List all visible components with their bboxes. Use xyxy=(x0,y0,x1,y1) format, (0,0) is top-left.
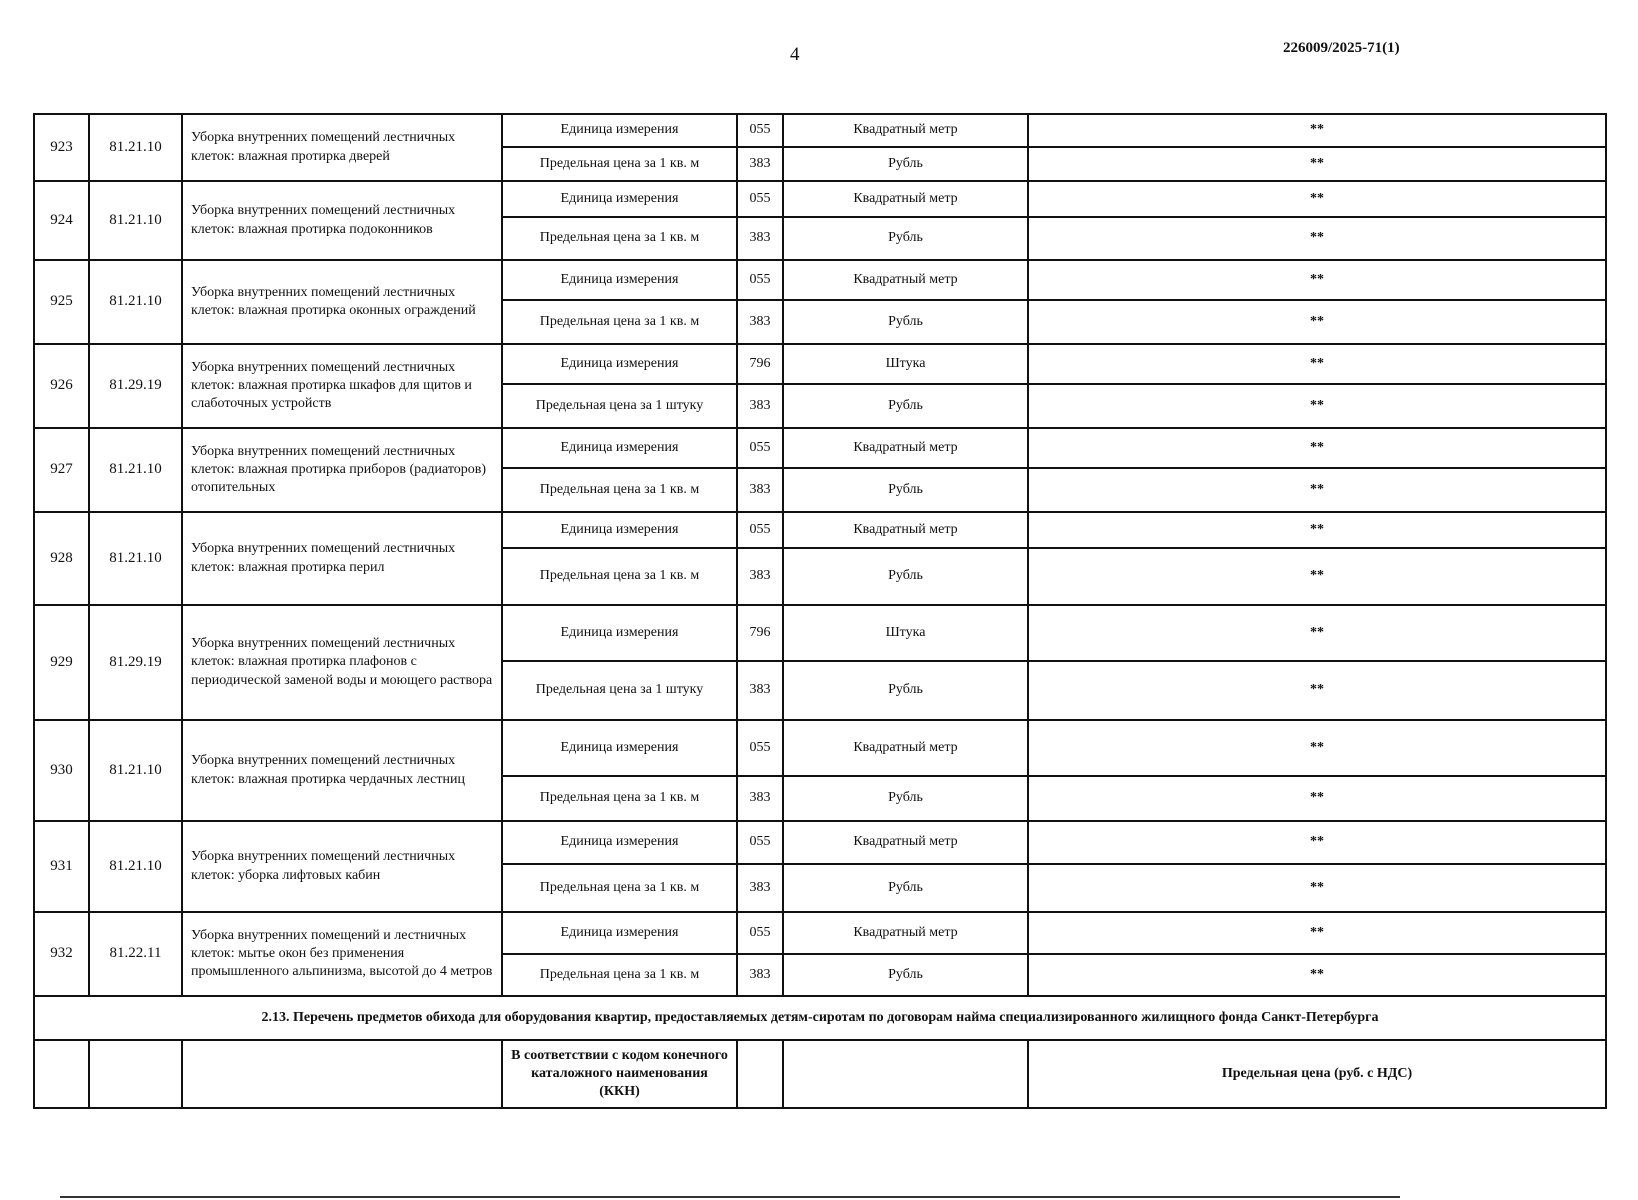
item-name: Уборка внутренних помещений лестничных клеток: влажная протирка приборов (радиаторов) отопительных xyxy=(182,428,502,512)
okei-code: 383 xyxy=(737,548,783,605)
okpd-code: 81.29.19 xyxy=(89,605,182,720)
section-block xyxy=(34,996,1606,1108)
attribute-name: Единица измерения xyxy=(502,260,737,300)
price-table xyxy=(33,113,1607,1109)
price-value: ** xyxy=(1028,181,1606,217)
unit-name: Рубль xyxy=(783,548,1028,605)
row-number: 929 xyxy=(34,605,89,720)
attribute-name: Единица измерения xyxy=(502,720,737,776)
okei-code: 383 xyxy=(737,300,783,344)
price-header: Предельная цена (руб. с НДС) xyxy=(1028,1040,1606,1108)
table-row xyxy=(34,605,1606,661)
row-number: 931 xyxy=(34,821,89,912)
kkn-header: В соответствии с кодом конечного каталожного наименования (ККН) xyxy=(502,1040,737,1108)
item-name: Уборка внутренних помещений лестничных клеток: уборка лифтовых кабин xyxy=(182,821,502,912)
unit-name: Штука xyxy=(783,344,1028,384)
price-value: ** xyxy=(1028,384,1606,428)
table-row xyxy=(34,821,1606,864)
table-row xyxy=(34,720,1606,776)
okei-code: 055 xyxy=(737,512,783,548)
okpd-code: 81.29.19 xyxy=(89,344,182,428)
attribute-name: Единица измерения xyxy=(502,912,737,954)
section-title: 2.13. Перечень предметов обихода для оборудования квартир, предоставляемых детям-сиротам по договорам найма специализированного жилищного фонда Санкт-Петербурга xyxy=(34,996,1606,1040)
okpd-code: 81.22.11 xyxy=(89,912,182,996)
item-name: Уборка внутренних помещений лестничных клеток: влажная протирка подоконников xyxy=(182,181,502,260)
price-value: ** xyxy=(1028,428,1606,468)
table-row xyxy=(34,912,1606,954)
price-value: ** xyxy=(1028,720,1606,776)
subheader-empty-cell xyxy=(34,1040,89,1108)
unit-name: Квадратный метр xyxy=(783,428,1028,468)
price-value: ** xyxy=(1028,260,1606,300)
attribute-name: Предельная цена за 1 кв. м xyxy=(502,864,737,912)
table-row xyxy=(34,260,1606,300)
unit-name: Квадратный метр xyxy=(783,181,1028,217)
okpd-code: 81.21.10 xyxy=(89,428,182,512)
unit-name: Рубль xyxy=(783,147,1028,181)
price-value: ** xyxy=(1028,605,1606,661)
attribute-name: Предельная цена за 1 штуку xyxy=(502,384,737,428)
okei-code: 055 xyxy=(737,720,783,776)
item-name: Уборка внутренних помещений лестничных клеток: влажная протирка оконных ограждений xyxy=(182,260,502,344)
price-value: ** xyxy=(1028,468,1606,512)
attribute-name: Единица измерения xyxy=(502,428,737,468)
row-number: 930 xyxy=(34,720,89,821)
okei-code: 796 xyxy=(737,605,783,661)
unit-name: Рубль xyxy=(783,661,1028,720)
document-id: 226009/2025-71(1) xyxy=(1283,40,1400,56)
attribute-name: Предельная цена за 1 кв. м xyxy=(502,468,737,512)
okei-code: 383 xyxy=(737,217,783,260)
okei-code: 796 xyxy=(737,344,783,384)
table-body xyxy=(34,114,1606,996)
table-row xyxy=(34,428,1606,468)
row-number: 926 xyxy=(34,344,89,428)
okei-code: 383 xyxy=(737,954,783,996)
okpd-code: 81.21.10 xyxy=(89,821,182,912)
price-value: ** xyxy=(1028,512,1606,548)
unit-name: Рубль xyxy=(783,468,1028,512)
subheader-empty-cell xyxy=(783,1040,1028,1108)
unit-name: Квадратный метр xyxy=(783,720,1028,776)
okpd-code: 81.21.10 xyxy=(89,512,182,605)
unit-name: Квадратный метр xyxy=(783,114,1028,147)
item-name: Уборка внутренних помещений лестничных клеток: влажная протирка чердачных лестниц xyxy=(182,720,502,821)
attribute-name: Предельная цена за 1 кв. м xyxy=(502,147,737,181)
table-row xyxy=(34,344,1606,384)
price-value: ** xyxy=(1028,300,1606,344)
okei-code: 383 xyxy=(737,864,783,912)
row-number: 923 xyxy=(34,114,89,181)
unit-name: Рубль xyxy=(783,776,1028,821)
okei-code: 055 xyxy=(737,912,783,954)
attribute-name: Предельная цена за 1 штуку xyxy=(502,661,737,720)
unit-name: Штука xyxy=(783,605,1028,661)
attribute-name: Единица измерения xyxy=(502,114,737,147)
bottom-rule xyxy=(60,1196,1400,1198)
unit-name: Рубль xyxy=(783,300,1028,344)
price-value: ** xyxy=(1028,912,1606,954)
attribute-name: Предельная цена за 1 кв. м xyxy=(502,300,737,344)
row-number: 932 xyxy=(34,912,89,996)
table-row xyxy=(34,114,1606,147)
attribute-name: Предельная цена за 1 кв. м xyxy=(502,776,737,821)
unit-name: Квадратный метр xyxy=(783,912,1028,954)
price-value: ** xyxy=(1028,954,1606,996)
price-table-container xyxy=(33,113,1605,1109)
unit-name: Рубль xyxy=(783,864,1028,912)
okei-code: 055 xyxy=(737,821,783,864)
price-value: ** xyxy=(1028,864,1606,912)
okei-code: 055 xyxy=(737,114,783,147)
price-value: ** xyxy=(1028,776,1606,821)
price-value: ** xyxy=(1028,114,1606,147)
attribute-name: Единица измерения xyxy=(502,181,737,217)
unit-name: Рубль xyxy=(783,217,1028,260)
price-value: ** xyxy=(1028,147,1606,181)
okpd-code: 81.21.10 xyxy=(89,181,182,260)
unit-name: Рубль xyxy=(783,384,1028,428)
price-value: ** xyxy=(1028,344,1606,384)
item-name: Уборка внутренних помещений лестничных клеток: влажная протирка дверей xyxy=(182,114,502,181)
row-number: 924 xyxy=(34,181,89,260)
okei-code: 055 xyxy=(737,181,783,217)
row-number: 928 xyxy=(34,512,89,605)
unit-name: Квадратный метр xyxy=(783,821,1028,864)
price-value: ** xyxy=(1028,661,1606,720)
item-name: Уборка внутренних помещений и лестничных клеток: мытье окон без применения промышленного альпинизма, высотой до 4 метров xyxy=(182,912,502,996)
subheader-empty-cell xyxy=(737,1040,783,1108)
okpd-code: 81.21.10 xyxy=(89,260,182,344)
okei-code: 383 xyxy=(737,661,783,720)
okpd-code: 81.21.10 xyxy=(89,720,182,821)
item-name: Уборка внутренних помещений лестничных клеток: влажная протирка шкафов для щитов и слаботочных устройств xyxy=(182,344,502,428)
okpd-code: 81.21.10 xyxy=(89,114,182,181)
attribute-name: Предельная цена за 1 кв. м xyxy=(502,954,737,996)
page-number: 4 xyxy=(790,44,800,65)
table-row xyxy=(34,512,1606,548)
subheader-row xyxy=(34,1040,1606,1108)
row-number: 927 xyxy=(34,428,89,512)
price-value: ** xyxy=(1028,548,1606,605)
okei-code: 055 xyxy=(737,260,783,300)
unit-name: Квадратный метр xyxy=(783,512,1028,548)
attribute-name: Предельная цена за 1 кв. м xyxy=(502,548,737,605)
okei-code: 383 xyxy=(737,384,783,428)
item-name: Уборка внутренних помещений лестничных клеток: влажная протирка плафонов с периодической заменой воды и моющего раствора xyxy=(182,605,502,720)
okei-code: 383 xyxy=(737,147,783,181)
okei-code: 383 xyxy=(737,776,783,821)
subheader-empty-cell xyxy=(89,1040,182,1108)
price-value: ** xyxy=(1028,217,1606,260)
section-row xyxy=(34,996,1606,1040)
attribute-name: Единица измерения xyxy=(502,344,737,384)
item-name: Уборка внутренних помещений лестничных клеток: влажная протирка перил xyxy=(182,512,502,605)
attribute-name: Единица измерения xyxy=(502,512,737,548)
subheader-empty-cell xyxy=(182,1040,502,1108)
row-number: 925 xyxy=(34,260,89,344)
unit-name: Квадратный метр xyxy=(783,260,1028,300)
attribute-name: Предельная цена за 1 кв. м xyxy=(502,217,737,260)
okei-code: 383 xyxy=(737,468,783,512)
table-row xyxy=(34,181,1606,217)
price-value: ** xyxy=(1028,821,1606,864)
unit-name: Рубль xyxy=(783,954,1028,996)
attribute-name: Единица измерения xyxy=(502,605,737,661)
okei-code: 055 xyxy=(737,428,783,468)
attribute-name: Единица измерения xyxy=(502,821,737,864)
